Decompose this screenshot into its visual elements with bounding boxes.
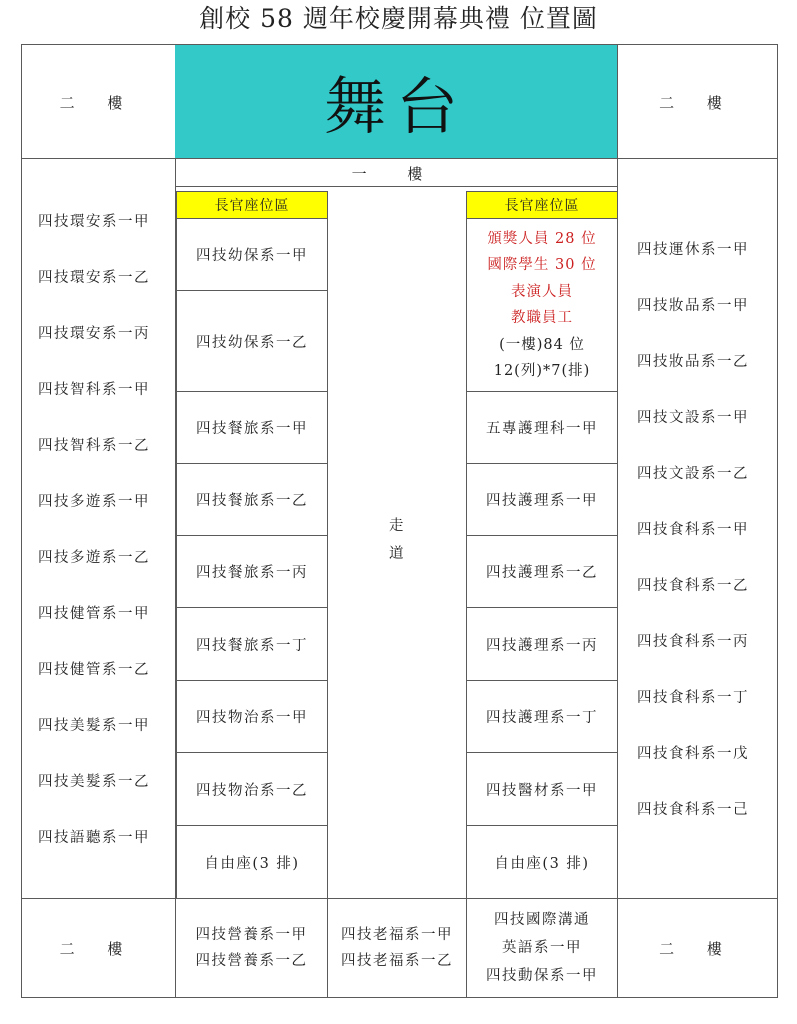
aisle bbox=[328, 500, 466, 580]
right-seat: 四技食科系一乙 bbox=[637, 578, 749, 594]
intl-students: 國際學生 30 位 bbox=[487, 257, 597, 273]
left-seat: 四技健管系一甲 bbox=[38, 606, 150, 622]
right-seat: 四技食科系一戊 bbox=[637, 746, 749, 762]
performers: 表演人員 bbox=[511, 283, 573, 300]
left-seat: 四技環安系一乙 bbox=[38, 270, 150, 286]
left-seat: 四技智科系一乙 bbox=[38, 438, 150, 454]
right-seat: 四技文設系一甲 bbox=[637, 410, 749, 426]
vip-header-left: 長官座位區 bbox=[176, 191, 328, 219]
center-right-seat: 四技護理系一丙 bbox=[466, 607, 618, 681]
stage bbox=[175, 45, 617, 158]
center-left-seat: 四技物治系一甲 bbox=[176, 680, 328, 753]
left-seat: 四技多遊系一甲 bbox=[38, 494, 150, 510]
left-seat: 四技多遊系一乙 bbox=[38, 550, 150, 566]
right-seat: 四技食科系一丙 bbox=[637, 634, 749, 650]
aisle-label-2: 道 bbox=[389, 546, 405, 562]
center-left-seat: 四技餐旅系一丙 bbox=[176, 535, 328, 608]
divider-floor1-row bbox=[175, 186, 617, 187]
left-seat: 四技智科系一甲 bbox=[38, 382, 150, 398]
divider-stage-row bbox=[21, 158, 778, 159]
left-seat: 四技美髮系一甲 bbox=[38, 718, 150, 734]
bottom-left-center bbox=[176, 899, 327, 997]
bottom-seat: 四技國際溝通 bbox=[494, 912, 590, 928]
center-left-seat: 四技餐旅系一甲 bbox=[176, 391, 328, 464]
frame-bottom bbox=[21, 997, 778, 998]
center-right-seat: 四技護理系一甲 bbox=[466, 463, 618, 536]
left-seat: 四技美髮系一乙 bbox=[38, 774, 150, 790]
right-seat: 四技食科系一丁 bbox=[637, 690, 749, 706]
center-left-seat: 四技物治系一乙 bbox=[176, 752, 328, 826]
floor2-bottom-left: 二 樓 bbox=[59, 940, 137, 958]
vip-header-right: 長官座位區 bbox=[466, 191, 618, 219]
floor2-top-left: 二 樓 bbox=[59, 94, 137, 112]
left-seat: 四技環安系一丙 bbox=[38, 326, 150, 342]
floor2-top-right: 二 樓 bbox=[659, 94, 736, 112]
floor1-count: (一樓)84 位 bbox=[499, 336, 585, 353]
bottom-seat: 英語系一甲 bbox=[502, 940, 582, 956]
center-right-seat: 四技醫材系一甲 bbox=[466, 752, 618, 826]
page-title: 創校 58 週年校慶開幕典禮 位置圖 bbox=[199, 4, 598, 33]
center-left-seat: 四技幼保系一乙 bbox=[176, 290, 328, 392]
center-left-seat: 四技幼保系一甲 bbox=[176, 218, 328, 291]
left-seat: 四技語聽系一甲 bbox=[38, 830, 150, 846]
center-right-seat: 四技護理系一丁 bbox=[466, 680, 618, 753]
bottom-seat: 四技營養系一乙 bbox=[195, 953, 308, 969]
frame-left bbox=[21, 44, 22, 998]
award-staff: 頒獎人員 28 位 bbox=[487, 230, 597, 247]
center-right-seat: 四技護理系一乙 bbox=[466, 535, 618, 608]
bottom-seat: 四技營養系一甲 bbox=[195, 927, 308, 943]
right-seat: 四技食科系一己 bbox=[637, 802, 749, 818]
left-seat: 四技健管系一乙 bbox=[38, 662, 150, 678]
right-seat: 四技妝品系一甲 bbox=[637, 298, 749, 314]
right-seat: 四技妝品系一乙 bbox=[637, 354, 749, 370]
bottom-seat: 四技動保系一甲 bbox=[486, 968, 598, 984]
floor1-label: 一 樓 bbox=[351, 165, 441, 183]
bottom-right-center bbox=[467, 899, 617, 997]
right-seat: 四技食科系一甲 bbox=[637, 522, 749, 538]
seat-grid-size: 12(列)*7(排) bbox=[493, 363, 591, 379]
right-seat: 四技文設系一乙 bbox=[637, 466, 749, 482]
center-left-seat: 四技餐旅系一乙 bbox=[176, 463, 328, 536]
faculty-staff: 教職員工 bbox=[511, 310, 573, 326]
floor2-bottom-right: 二 樓 bbox=[659, 940, 736, 958]
center-right-seat: 五專護理科一甲 bbox=[466, 391, 618, 464]
bottom-middle bbox=[328, 899, 466, 997]
frame-right bbox=[777, 44, 778, 998]
free-seat-right: 自由座(3 排) bbox=[466, 825, 618, 899]
stage-label: 舞台 bbox=[323, 70, 468, 143]
center-left-seat: 四技餐旅系一丁 bbox=[176, 607, 328, 681]
aisle-label-1: 走 bbox=[389, 518, 405, 534]
left-seat: 四技環安系一甲 bbox=[38, 214, 150, 230]
vip-info-cell bbox=[466, 218, 618, 392]
bottom-seat: 四技老福系一乙 bbox=[341, 953, 453, 969]
free-seat-left: 自由座(3 排) bbox=[176, 825, 328, 899]
bottom-seat: 四技老福系一甲 bbox=[341, 927, 453, 943]
right-seat: 四技運休系一甲 bbox=[637, 242, 749, 258]
